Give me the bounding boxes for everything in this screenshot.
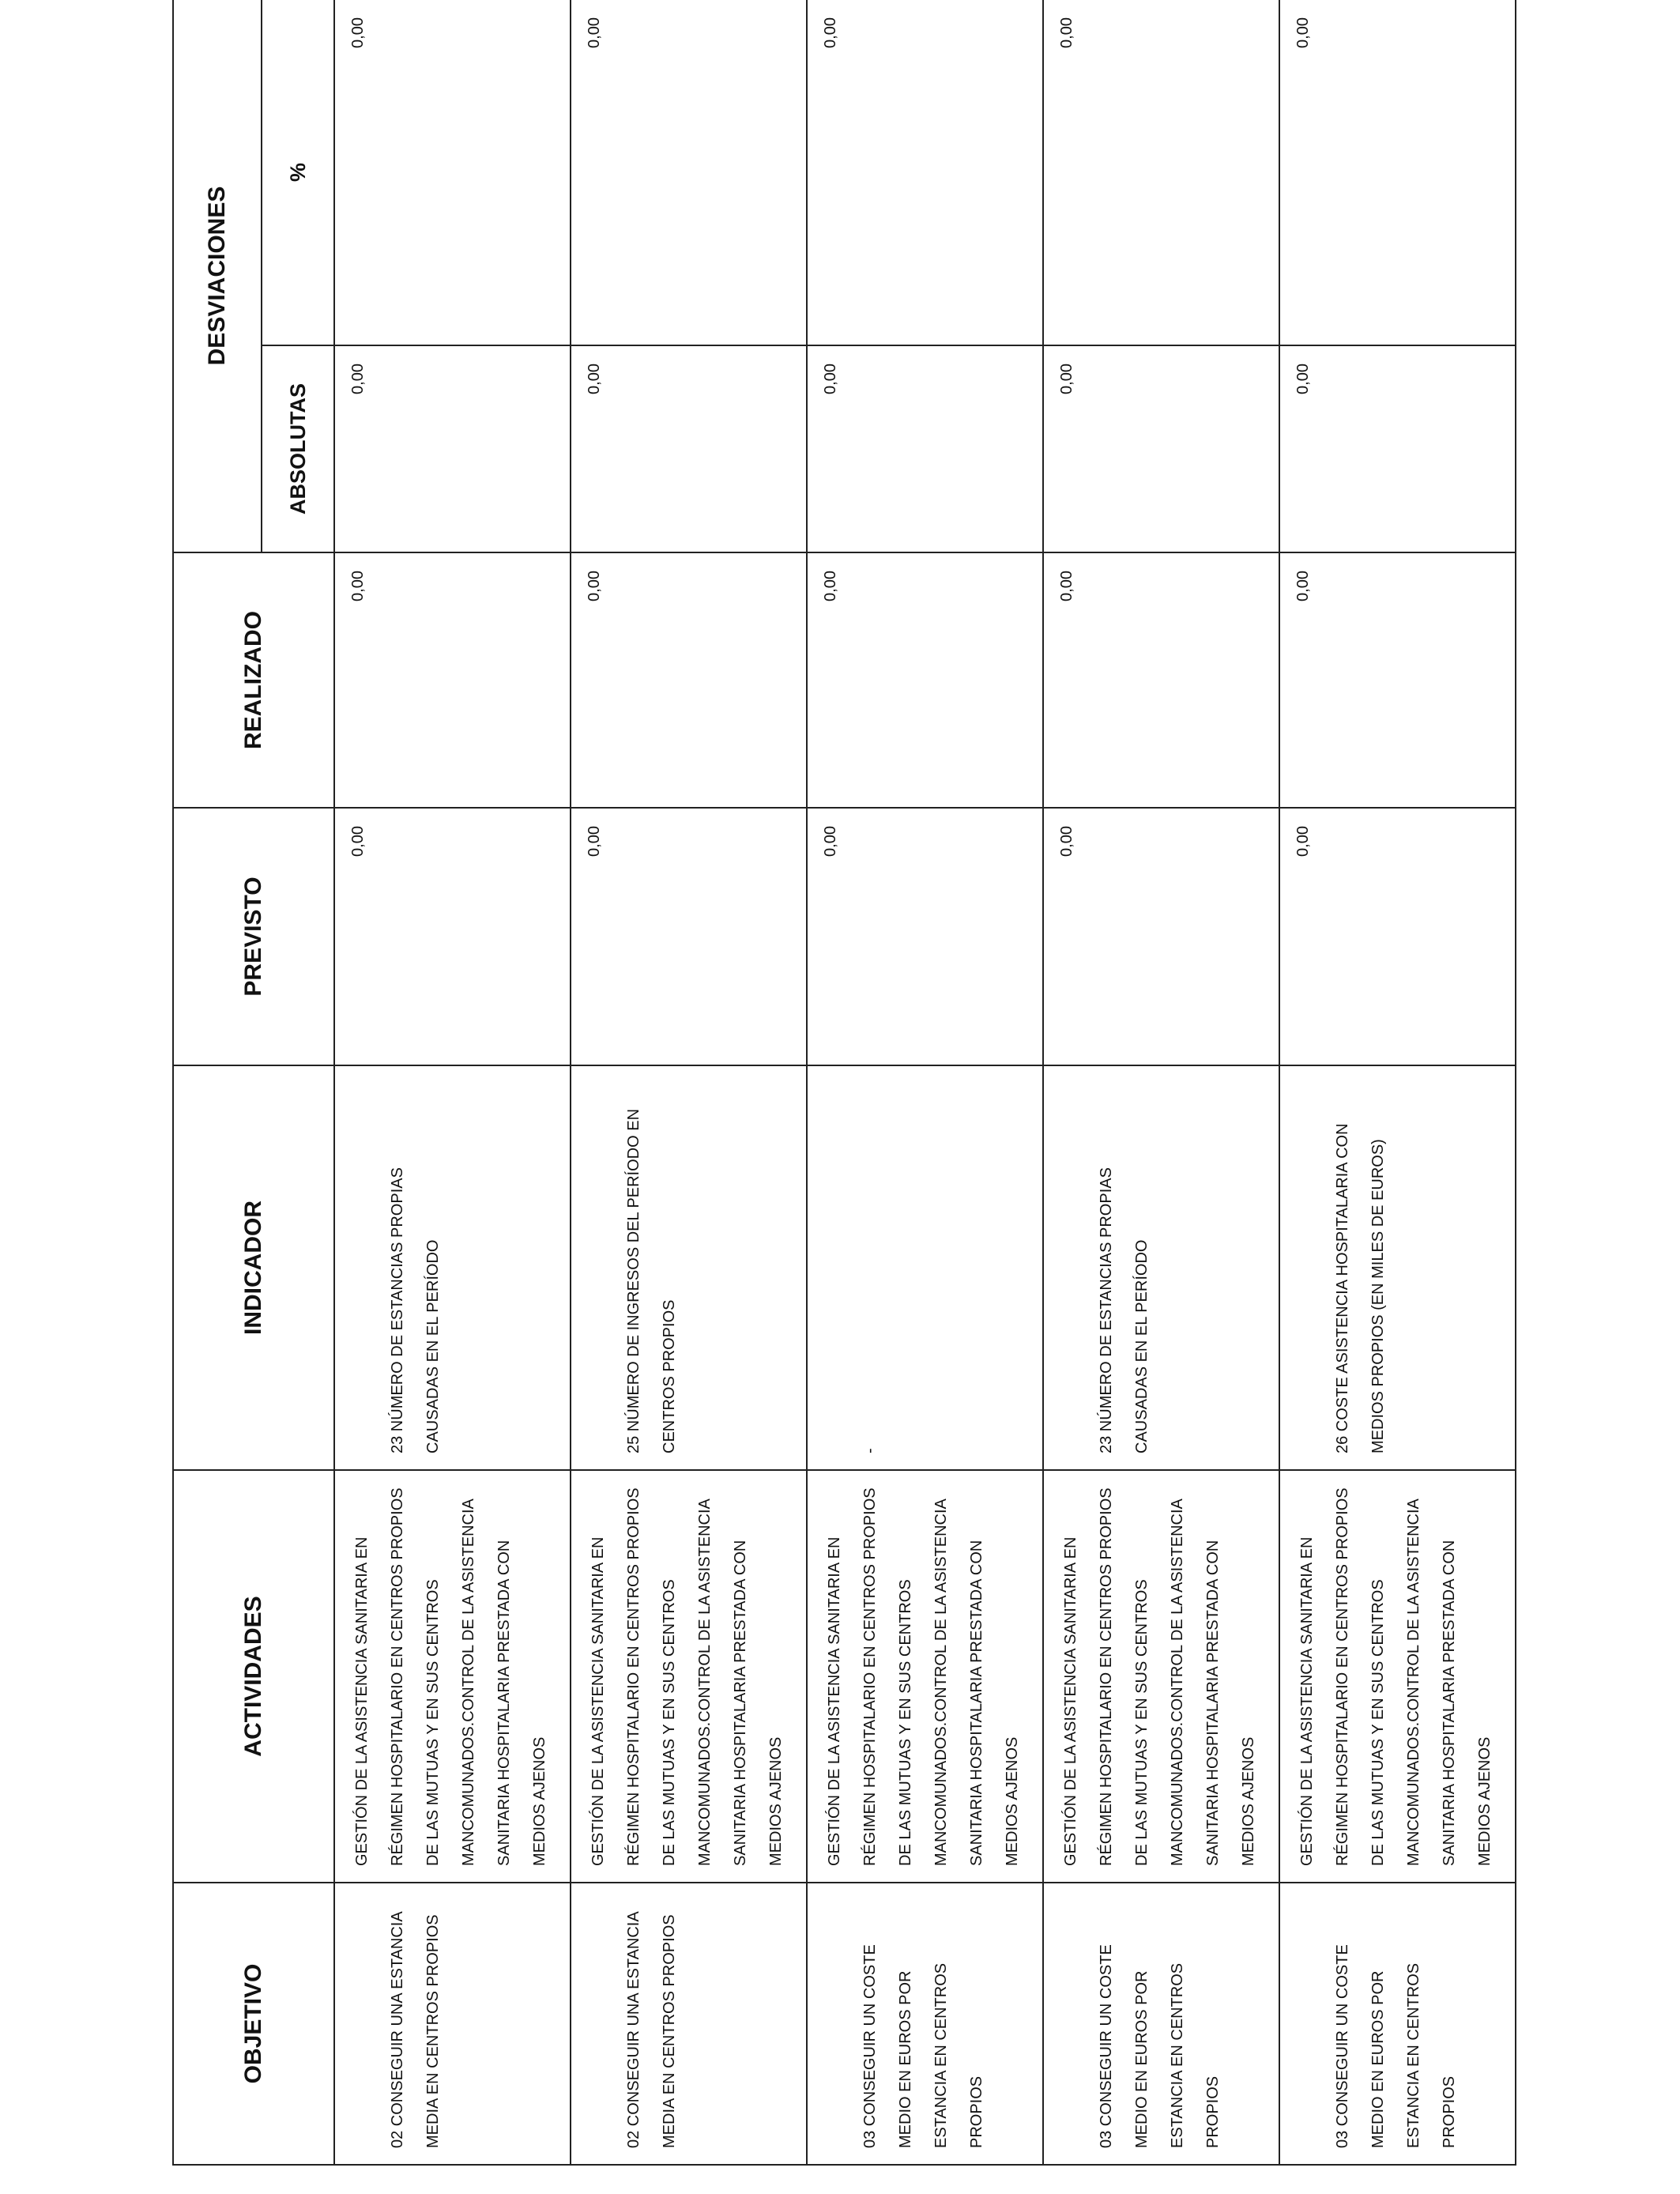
header-absolutas: ABSOLUTAS (262, 345, 334, 552)
absolutas-text: 0,00 (349, 364, 367, 394)
previsto-text: 0,00 (1294, 826, 1312, 857)
realizado-text: 0,00 (822, 571, 839, 601)
porcentaje-text: 0,00 (822, 17, 839, 48)
previsto-text: 0,00 (349, 826, 367, 857)
table-row (571, 0, 807, 2165)
table-body (334, 0, 1516, 2165)
header-objetivo: OBJETIVO (173, 1883, 334, 2165)
header-porcentaje: % (262, 0, 334, 345)
previsto-cell (571, 808, 807, 1065)
realizado-cell (334, 552, 571, 808)
actividades-text: GESTIÓN DE LA ASISTENCIA SANITARIA EN RÉGIMEN HOSPITALARIO EN CENTROS PROPIOS DE LAS MUTUAS Y EN SUS CENTROS MANCOMUNADOS.CONTROL DE LA ASISTENCIA SANITARIA HOSPITALARIA PRESTADA CON MEDIOS AJENOS (826, 1487, 1021, 1866)
absolutas-cell (807, 345, 1043, 552)
realizado-text: 0,00 (1058, 571, 1075, 601)
actividades-cell (807, 1470, 1043, 1883)
absolutas-cell (571, 345, 807, 552)
porcentaje-cell (807, 0, 1043, 345)
realizado-cell (807, 552, 1043, 808)
table-row (334, 0, 571, 2165)
indicador-text: 26 COSTE ASISTENCIA HOSPITALARIA CON MEDIOS PROPIOS (EN MILES DE EUROS) (1334, 1123, 1387, 1453)
objetivo-text: 03 CONSEGUIR UN COSTE MEDIO EN EUROS POR ESTANCIA EN CENTROS PROPIOS (861, 1944, 985, 2148)
header-desviaciones: DESVIACIONES (173, 0, 262, 552)
header-actividades: ACTIVIDADES (173, 1470, 334, 1883)
previsto-cell (334, 808, 571, 1065)
objetivo-cell (1043, 1883, 1279, 2165)
actividades-cell (334, 1470, 571, 1883)
realizado-text: 0,00 (1294, 571, 1312, 601)
indicador-text: 25 NÚMERO DE INGRESOS DEL PERÍODO EN CENTROS PROPIOS (625, 1108, 678, 1453)
porcentaje-text: 0,00 (586, 17, 603, 48)
objetivo-text: 03 CONSEGUIR UN COSTE MEDIO EN EUROS POR ESTANCIA EN CENTROS PROPIOS (1334, 1944, 1458, 2148)
actividades-cell (1279, 1470, 1516, 1883)
objetivo-cell (807, 1883, 1043, 2165)
previsto-text: 0,00 (822, 826, 839, 857)
objetivo-text: 02 CONSEGUIR UNA ESTANCIA MEDIA EN CENTROS PROPIOS (389, 1912, 442, 2148)
absolutas-text: 0,00 (586, 364, 603, 394)
previsto-cell (1279, 808, 1516, 1065)
previsto-cell (1043, 808, 1279, 1065)
porcentaje-text: 0,00 (1294, 17, 1312, 48)
actividades-cell (1043, 1470, 1279, 1883)
indicador-text: 23 NÚMERO DE ESTANCIAS PROPIAS CAUSADAS EN EL PERÍODO (1098, 1167, 1151, 1453)
table-row (1279, 0, 1516, 2165)
indicador-cell (334, 1065, 571, 1470)
header-previsto: PREVISTO (173, 808, 334, 1065)
realizado-cell (571, 552, 807, 808)
objetivo-cell (571, 1883, 807, 2165)
indicador-text: - (861, 1448, 879, 1453)
porcentaje-cell (1279, 0, 1516, 345)
porcentaje-text: 0,00 (349, 17, 367, 48)
objetivo-cell (334, 1883, 571, 2165)
absolutas-text: 0,00 (1058, 364, 1075, 394)
header-indicador: INDICADOR (173, 1065, 334, 1470)
actividades-text: GESTIÓN DE LA ASISTENCIA SANITARIA EN RÉGIMEN HOSPITALARIO EN CENTROS PROPIOS DE LAS MUTUAS Y EN SUS CENTROS MANCOMUNADOS.CONTROL DE LA ASISTENCIA SANITARIA HOSPITALARIA PRESTADA CON MEDIOS AJENOS (1298, 1487, 1494, 1866)
objetivo-cell (1279, 1883, 1516, 2165)
absolutas-text: 0,00 (822, 364, 839, 394)
absolutas-cell (1279, 345, 1516, 552)
previsto-cell (807, 808, 1043, 1065)
absolutas-cell (1043, 345, 1279, 552)
objetivo-text: 03 CONSEGUIR UN COSTE MEDIO EN EUROS POR ESTANCIA EN CENTROS PROPIOS (1098, 1944, 1222, 2148)
realizado-text: 0,00 (349, 571, 367, 601)
realizado-cell (1043, 552, 1279, 808)
realizado-text: 0,00 (586, 571, 603, 601)
actividades-cell (571, 1470, 807, 1883)
porcentaje-text: 0,00 (1058, 17, 1075, 48)
indicador-cell (1279, 1065, 1516, 1470)
table-row (1043, 0, 1279, 2165)
indicador-text: 23 NÚMERO DE ESTANCIAS PROPIAS CAUSADAS EN EL PERÍODO (389, 1167, 442, 1453)
objectives-table (172, 0, 1516, 2166)
absolutas-cell (334, 345, 571, 552)
indicador-cell (571, 1065, 807, 1470)
actividades-text: GESTIÓN DE LA ASISTENCIA SANITARIA EN RÉGIMEN HOSPITALARIO EN CENTROS PROPIOS DE LAS MUTUAS Y EN SUS CENTROS MANCOMUNADOS.CONTROL DE LA ASISTENCIA SANITARIA HOSPITALARIA PRESTADA CON MEDIOS AJENOS (590, 1487, 785, 1866)
realizado-cell (1279, 552, 1516, 808)
porcentaje-cell (1043, 0, 1279, 345)
indicador-cell (1043, 1065, 1279, 1470)
header-row (173, 0, 262, 2165)
porcentaje-cell (334, 0, 571, 345)
porcentaje-cell (571, 0, 807, 345)
actividades-text: GESTIÓN DE LA ASISTENCIA SANITARIA EN RÉGIMEN HOSPITALARIO EN CENTROS PROPIOS DE LAS MUTUAS Y EN SUS CENTROS MANCOMUNADOS.CONTROL DE LA ASISTENCIA SANITARIA HOSPITALARIA PRESTADA CON MEDIOS AJENOS (1062, 1487, 1257, 1866)
actividades-text: GESTIÓN DE LA ASISTENCIA SANITARIA EN RÉGIMEN HOSPITALARIO EN CENTROS PROPIOS DE LAS MUTUAS Y EN SUS CENTROS MANCOMUNADOS.CONTROL DE LA ASISTENCIA SANITARIA HOSPITALARIA PRESTADA CON MEDIOS AJENOS (353, 1487, 548, 1866)
previsto-text: 0,00 (586, 826, 603, 857)
table-row (807, 0, 1043, 2165)
previsto-text: 0,00 (1058, 826, 1075, 857)
absolutas-text: 0,00 (1294, 364, 1312, 394)
objetivo-text: 02 CONSEGUIR UNA ESTANCIA MEDIA EN CENTROS PROPIOS (625, 1912, 678, 2148)
header-realizado: REALIZADO (173, 552, 334, 808)
indicador-cell (807, 1065, 1043, 1470)
